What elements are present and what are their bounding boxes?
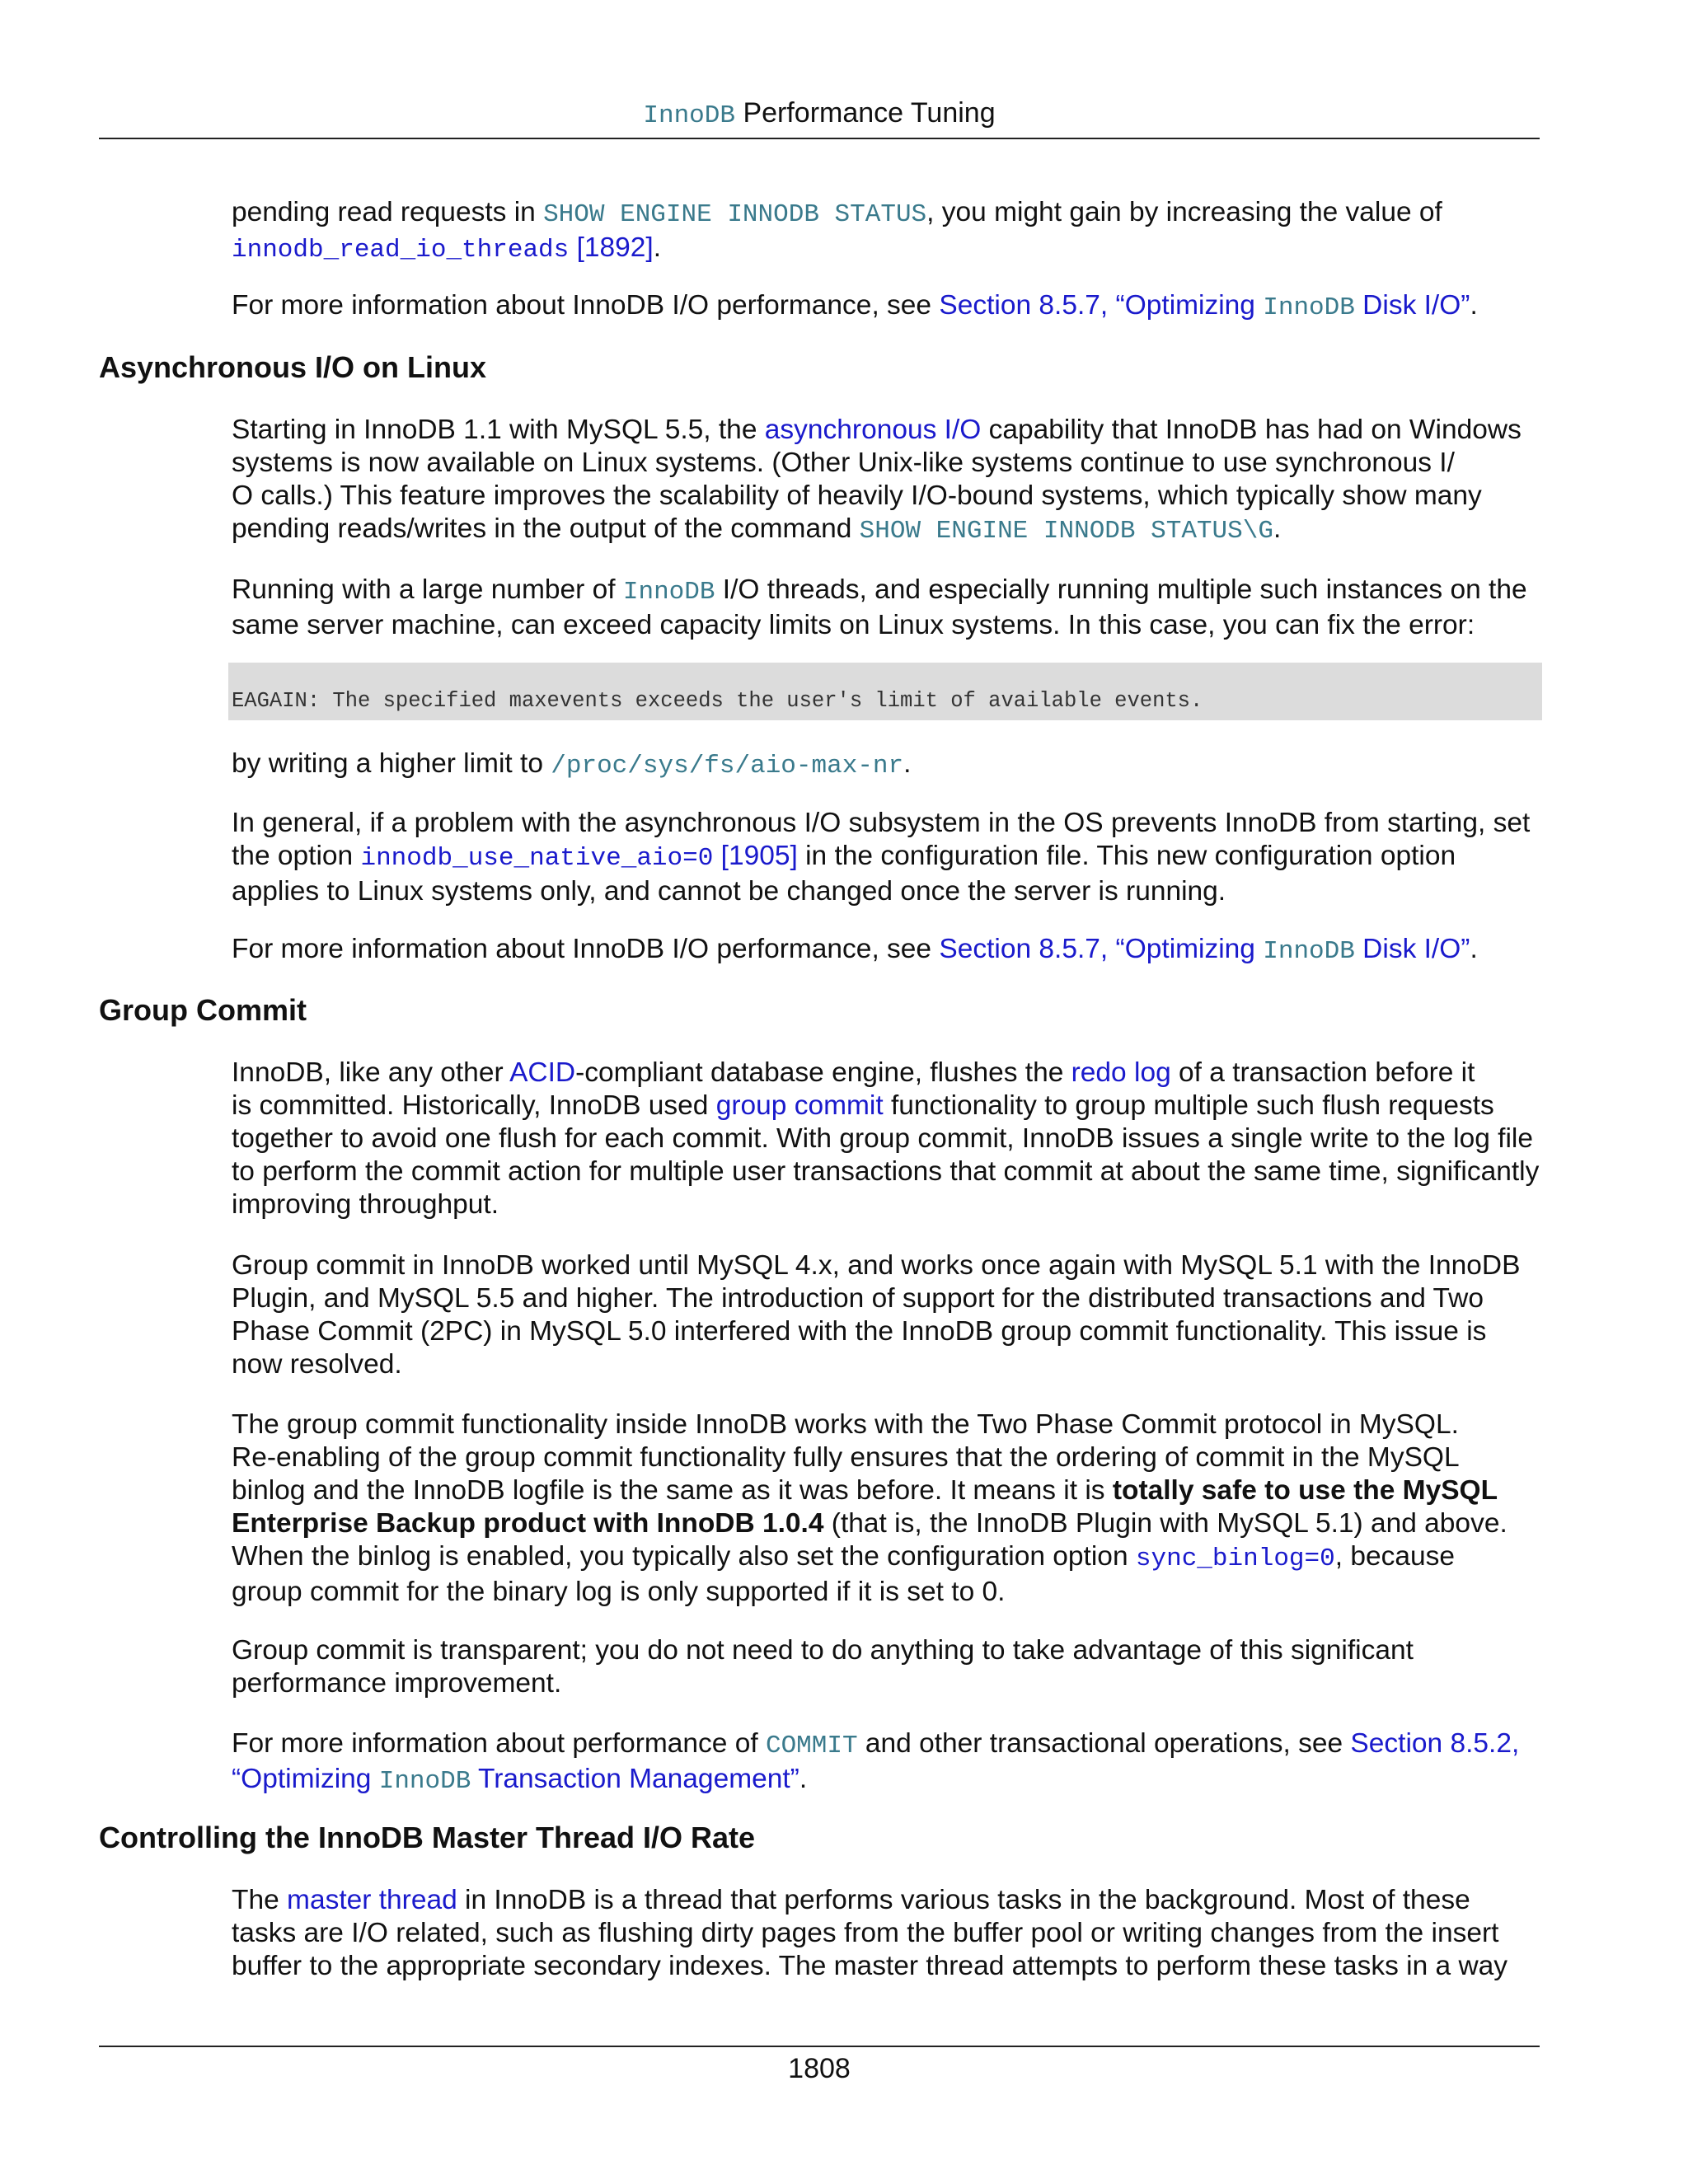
error-code-text: EAGAIN: The specified maxevents exceeds the user's limit of available events. [232, 689, 1203, 713]
link-section-8-5-7[interactable]: Section 8.5.7, “Optimizing InnoDB Disk I/O” [939, 290, 1470, 322]
paragraph-async-io-2: Running with a large number of InnoDB I/O threads, and especially running multiple such instances on the same server machine, can exceed capacity limits on Linux systems. In this case, you can fix the error: [232, 574, 1527, 640]
paragraph-group-commit-3: The group commit functionality inside InnoDB works with the Two Phase Commit protocol in MySQL. Re-enabling of the group commit functionality fully ensures that the ordering of commit in the MySQL binlog and the InnoDB logfile is the same as it was before. It means it is totally safe to use the MySQL Enterprise Backup product with InnoDB 1.0.4 (that is, the InnoDB Plugin with MySQL 5.1) and above. When the binlog is enabled, you typically also set the configuration option sync_binlog=0, because group commit for the binary log is only supported if it is set to 0. [232, 1409, 1507, 1607]
paragraph-read-requests: pending read requests in SHOW ENGINE INNODB STATUS, you might gain by increasing the value of innodb_read_io_threads [1892]. [232, 197, 1442, 265]
heading-group-commit: Group Commit [99, 993, 307, 1027]
bold-enterprise-backup: Enterprise Backup product with InnoDB 1.0.4 [232, 1508, 824, 1539]
bold-safe-mysql: totally safe to use the MySQL [1112, 1475, 1498, 1506]
paragraph-group-commit-1: InnoDB, like any other ACID-compliant database engine, flushes the redo log of a transaction before it is committed. Historically, InnoDB used group commit functionality to group multiple such flush requests together to avoid one flush for each commit. With group commit, InnoDB issues a single write to the log file to perform the commit action for multiple user transactions that commit at about the same time, significantly improving throughput. [232, 1057, 1540, 1220]
header-rule [99, 138, 1540, 139]
link-redo-log[interactable]: redo log [1071, 1057, 1171, 1088]
link-section-8-5-2[interactable]: Section 8.5.2, [1350, 1728, 1520, 1759]
error-code-block [228, 663, 1542, 720]
link-section-8-5-2-title[interactable]: “Optimizing InnoDB Transaction Management” [232, 1764, 799, 1796]
page-number: 1808 [788, 2053, 851, 2084]
link-asynchronous-io[interactable]: asynchronous I/O [764, 415, 982, 445]
link-master-thread[interactable]: master thread [287, 1885, 457, 1915]
paragraph-aio-max-nr: by writing a higher limit to /proc/sys/fs/aio-max-nr. [232, 748, 912, 780]
link-innodb-read-io-threads[interactable]: innodb_read_io_threads [232, 236, 570, 265]
code-aio-max-nr: /proc/sys/fs/aio-max-nr [551, 752, 904, 780]
link-ref-1905[interactable]: [1905] [713, 841, 798, 871]
code-commit: COMMIT [765, 1732, 858, 1760]
link-section-8-5-7[interactable]: Section 8.5.7, “Optimizing InnoDB Disk I/O” [939, 934, 1470, 966]
paragraph-native-aio: In general, if a problem with the asynchronous I/O subsystem in the OS prevents InnoDB from starting, set the option innodb_use_native_aio=0 [1905] in the configuration file. This new configuration option applies to Linux systems only, and cannot be changed once the server is running. [232, 808, 1531, 907]
link-sync-binlog[interactable]: sync_binlog=0 [1135, 1544, 1335, 1573]
paragraph-group-commit-2: Group commit in InnoDB worked until MySQL 4.x, and works once again with MySQL 5.1 with the InnoDB Plugin, and MySQL 5.5 and higher. The introduction of support for the distributed transactions and Two Phase Commit (2PC) in MySQL 5.0 interfered with the InnoDB group commit functionality. This issue is now resolved. [232, 1250, 1521, 1380]
paragraph-group-commit-4: Group commit is transparent; you do not need to do anything to take advantage of this significant performance improvement. [232, 1635, 1414, 1699]
page-header [99, 92, 1540, 137]
link-innodb-use-native-aio[interactable]: innodb_use_native_aio=0 [360, 844, 714, 873]
header-code: InnoDB [643, 101, 735, 130]
link-group-commit[interactable]: group commit [715, 1090, 884, 1121]
code-show-engine-status-g: SHOW ENGINE INNODB STATUS\G [859, 517, 1273, 546]
heading-master-thread: Controlling the InnoDB Master Thread I/O Rate [99, 1821, 756, 1854]
paragraph-more-info-1: For more information about InnoDB I/O performance, see Section 8.5.7, “Optimizing InnoDB Disk I/O”. [232, 290, 1478, 322]
link-ref-1892[interactable]: [1892] [569, 232, 654, 263]
code-show-engine-status: SHOW ENGINE INNODB STATUS [543, 200, 927, 229]
link-acid[interactable]: ACID [509, 1057, 576, 1088]
paragraph-more-info-2: For more information about InnoDB I/O performance, see Section 8.5.7, “Optimizing InnoDB Disk I/O”. [232, 934, 1478, 966]
paragraph-more-info-3: For more information about performance of COMMIT and other transactional operations, see Section 8.5.2, “Optimizing InnoDB Transaction Management”. [232, 1728, 1520, 1796]
heading-async-io-linux: Asynchronous I/O on Linux [99, 350, 487, 384]
paragraph-async-io-1: Starting in InnoDB 1.1 with MySQL 5.5, the asynchronous I/O capability that InnoDB has had on Windows systems is now available on Linux systems. (Other Unix-like systems continue to use synchronous I/ O calls.) This feature improves the scalability of heavily I/O-bound systems, which typically show many pending reads/writes in the output of the command SHOW ENGINE INNODB STATUS\G. [232, 415, 1522, 546]
paragraph-master-thread: The master thread in InnoDB is a thread that performs various tasks in the background. Most of these tasks are I/O related, such as flushing dirty pages from the buffer pool or writing changes from the insert buffer to the appropriate secondary indexes. The master thread attempts to perform these tasks in a way [232, 1885, 1508, 1981]
header-title: Performance Tuning [735, 97, 996, 129]
